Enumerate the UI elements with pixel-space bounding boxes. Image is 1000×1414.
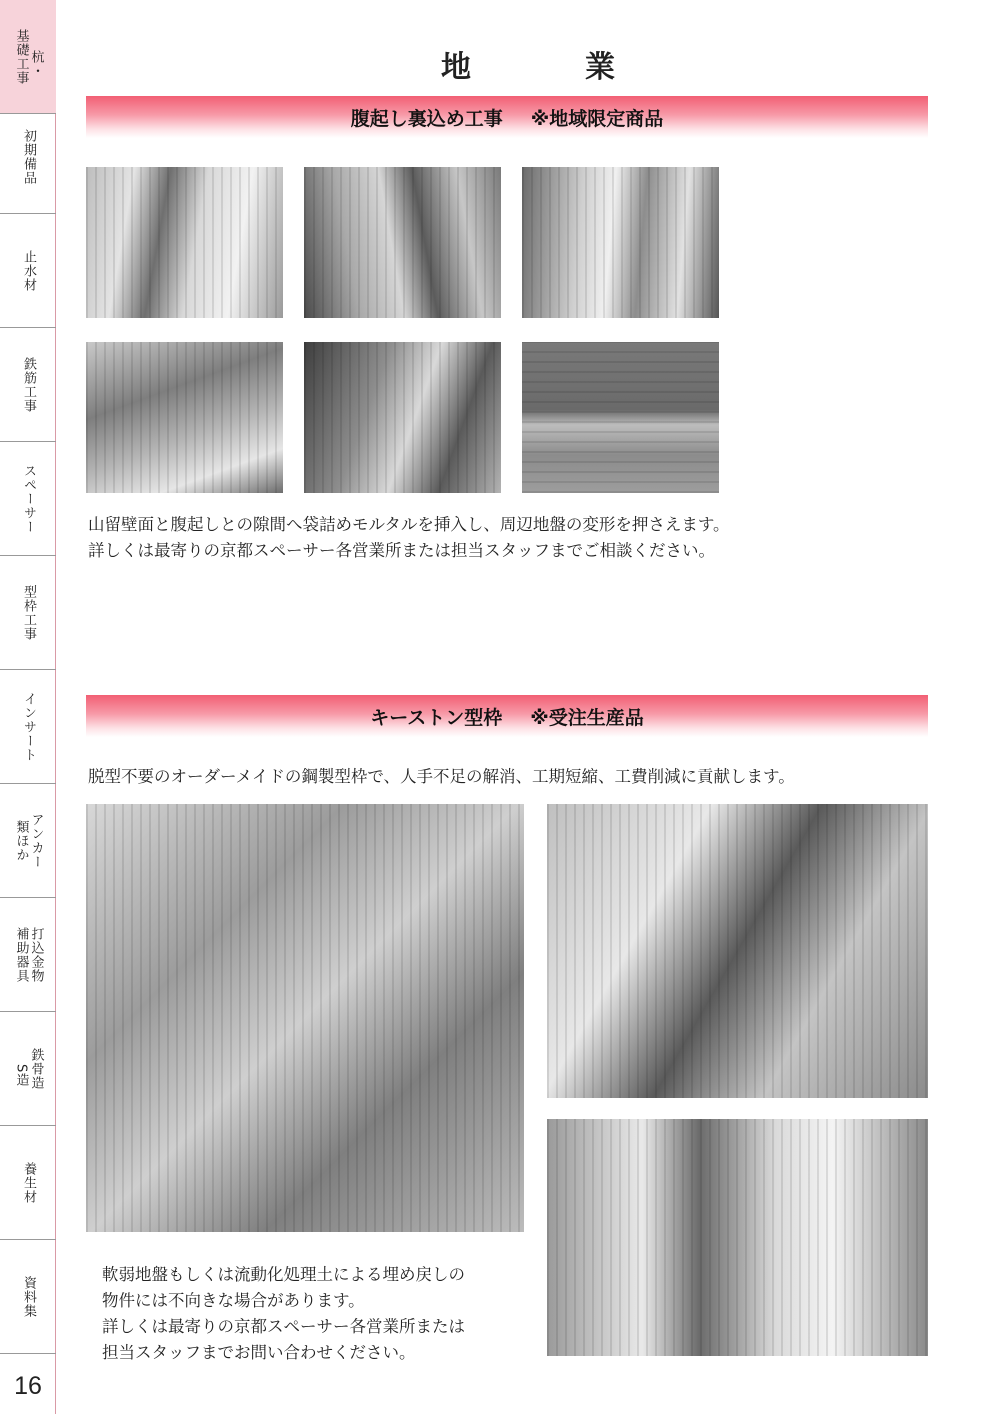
tab-shisui[interactable] xyxy=(0,214,56,328)
tab-tekkin[interactable] xyxy=(0,328,56,442)
text-line: 物件には不向きな場合があります。 xyxy=(102,1291,365,1310)
section-heading-note: ※地域限定商品 xyxy=(530,107,664,130)
tab-insert[interactable] xyxy=(0,670,56,784)
text-line: 詳しくは最寄りの京都スペーサー各営業所または担当スタッフまでご相談ください。 xyxy=(88,541,715,560)
section-heading-title: 腹起し裏込め工事 xyxy=(350,107,503,130)
tab-label: 初期備品 xyxy=(21,128,36,185)
photo-haraokoshi-3 xyxy=(522,167,719,318)
text-line: 軟弱地盤もしくは流動化処理土による埋め戻しの xyxy=(102,1265,465,1284)
tab-yojo[interactable] xyxy=(0,1126,56,1240)
tab-kiso[interactable] xyxy=(0,0,56,114)
section-heading-keystone xyxy=(86,695,928,737)
section-heading-note: ※受注生産品 xyxy=(530,706,644,729)
tab-label: 資料集 xyxy=(21,1275,36,1318)
tab-label: スペーサー xyxy=(21,463,36,534)
photo-haraokoshi-6 xyxy=(522,342,719,493)
tab-label: インサート xyxy=(21,691,36,762)
tab-label: 基礎工事 xyxy=(13,28,29,85)
tab-uchikomi[interactable] xyxy=(0,898,56,1012)
section2-intro: 脱型不要のオーダーメイドの鋼製型枠で、人手不足の解消、工期短縮、工費削減に貢献します。 xyxy=(88,767,795,786)
section-heading-haraokoshi xyxy=(86,96,928,138)
text-line: 山留壁面と腹起しとの隙間へ袋詰めモルタルを挿入し、周辺地盤の変形を押さえます。 xyxy=(88,515,730,534)
tab-label: S造 xyxy=(13,1063,29,1088)
tab-label: 養生材 xyxy=(21,1161,36,1204)
tab-label: 止水材 xyxy=(21,249,36,292)
tab-label: 杭・ xyxy=(28,49,44,78)
tab-tekkotsu[interactable] xyxy=(0,1012,56,1126)
tab-label: 型枠工事 xyxy=(21,584,36,641)
text-line: 詳しくは最寄りの京都スペーサー各営業所または xyxy=(102,1317,465,1336)
tab-shiryo[interactable] xyxy=(0,1240,56,1354)
section2-caution xyxy=(102,1262,465,1366)
tab-label: 補助器具 xyxy=(13,926,29,983)
photo-keystone-rebar xyxy=(547,804,928,1098)
page-number: 16 xyxy=(14,1372,42,1400)
text-line: 担当スタッフまでお問い合わせください。 xyxy=(102,1343,416,1362)
tab-anchor[interactable] xyxy=(0,784,56,898)
photo-keystone-form xyxy=(547,1119,928,1356)
tab-spacer[interactable] xyxy=(0,442,56,556)
page-title: 地 業 xyxy=(441,50,657,85)
photo-haraokoshi-4 xyxy=(86,342,283,493)
tab-shoki[interactable] xyxy=(0,100,56,214)
tab-label: 鉄筋工事 xyxy=(21,356,36,413)
side-index xyxy=(0,0,56,1414)
photo-haraokoshi-2 xyxy=(304,167,501,318)
section1-description xyxy=(88,512,730,564)
photo-haraokoshi-1 xyxy=(86,167,283,318)
tab-katawaku[interactable] xyxy=(0,556,56,670)
tab-label: アンカー xyxy=(28,812,44,869)
tab-label: 類ほか xyxy=(13,819,29,862)
photo-haraokoshi-5 xyxy=(304,342,501,493)
photo-keystone-site xyxy=(86,804,524,1232)
tab-label: 鉄骨造 xyxy=(28,1047,44,1090)
section-heading-title: キーストン型枠 xyxy=(370,706,503,729)
tab-label: 打込金物 xyxy=(28,926,44,983)
